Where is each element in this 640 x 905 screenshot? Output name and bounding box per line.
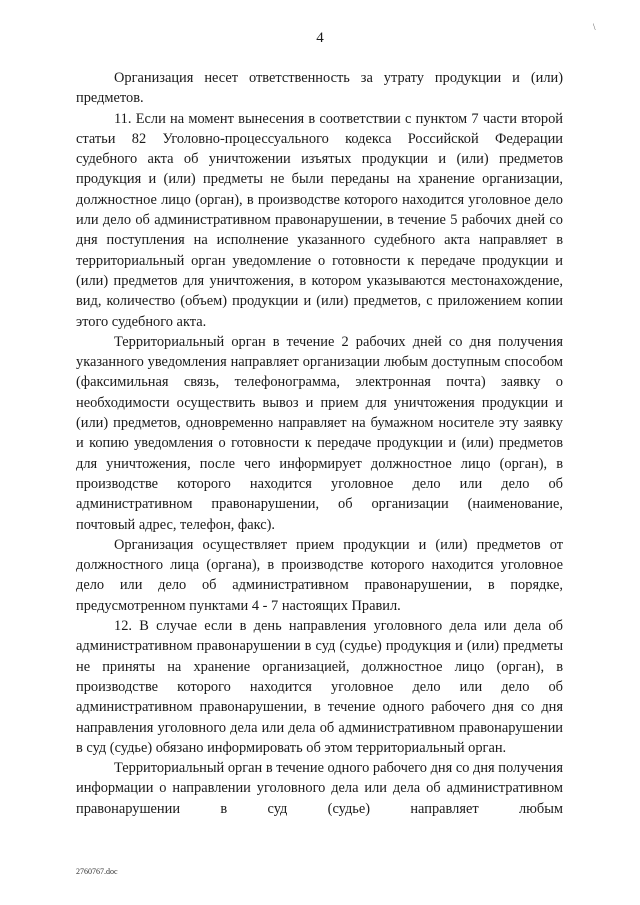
paragraph-territorial-body-request: Территориальный орган в течение 2 рабочих дней со дня получения указанного уведомления направляет организации любым доступным способом (факсимильная связь, телефонограмма, электронная почта) заявку о необходимости осуществить вывоз и прием для уничтожения продукции и (или) предметов, одновременно направляет на бумажном носителе эту заявку и копию уведомления о готовности к передаче продукции и (или) предметов для уничтожения, после чего информирует должностное лицо (орган), в производстве которого находится уголовное дело или дело об административном правонарушении, об организации (наименование, почтовый адрес, телефон, факс). bbox=[76, 333, 563, 533]
document-code: 2760767.doc bbox=[76, 867, 118, 876]
paragraph-territorial-body-notice: Территориальный орган в течение одного рабочего дня со дня получения информации о направлении уголовного дела или дела об административном правонарушении в суд (судье) направляет любым bbox=[76, 760, 563, 817]
document-body bbox=[76, 68, 563, 819]
paragraph-responsibility: Организация несет ответственность за утрату продукции и (или) предметов. bbox=[76, 70, 563, 107]
paragraph-11: 11. Если на момент вынесения в соответствии с пунктом 7 части второй статьи 82 Уголовно-процессуального кодекса Российской Федерации судебного акта об уничтожении изъятых продукции и (или) предметов продукция и (или) предметы не были переданы на хранение организации, должностное лицо (орган), в производстве которого находится уголовное дело или дело об административном правонарушении, в течение 5 рабочих дней со дня поступления на исполнение указанного судебного акта направляет в территориальный орган уведомление о готовности к передаче продукции и (или) предметов для уничтожения, в котором указываются местонахождение, вид, количество (объем) продукции и (или) предметов, с приложением копии этого судебного акта. bbox=[76, 110, 563, 330]
paragraph-organization-acceptance: Организация осуществляет прием продукции и (или) предметов от должностного лица (органа), в производстве которого находится уголовное дело или дело об административном правонарушении, в порядке, предусмотренном пунктами 4 - 7 настоящих Правил. bbox=[76, 536, 563, 614]
paragraph-12: 12. В случае если в день направления уголовного дела или дела об административном правонарушении в суд (судье) продукция и (или) предметы не приняты на хранение организацией, должностное лицо (орган), в производстве которого находится уголовное дело или дело об административном правонарушении, в течение одного рабочего дня со дня направления уголовного дела или дела об административном правонарушении в суд (судье) обязано информировать об этом территориальный орган. bbox=[76, 618, 563, 756]
corner-mark: \ bbox=[593, 22, 596, 32]
page-number: 4 bbox=[316, 30, 324, 46]
